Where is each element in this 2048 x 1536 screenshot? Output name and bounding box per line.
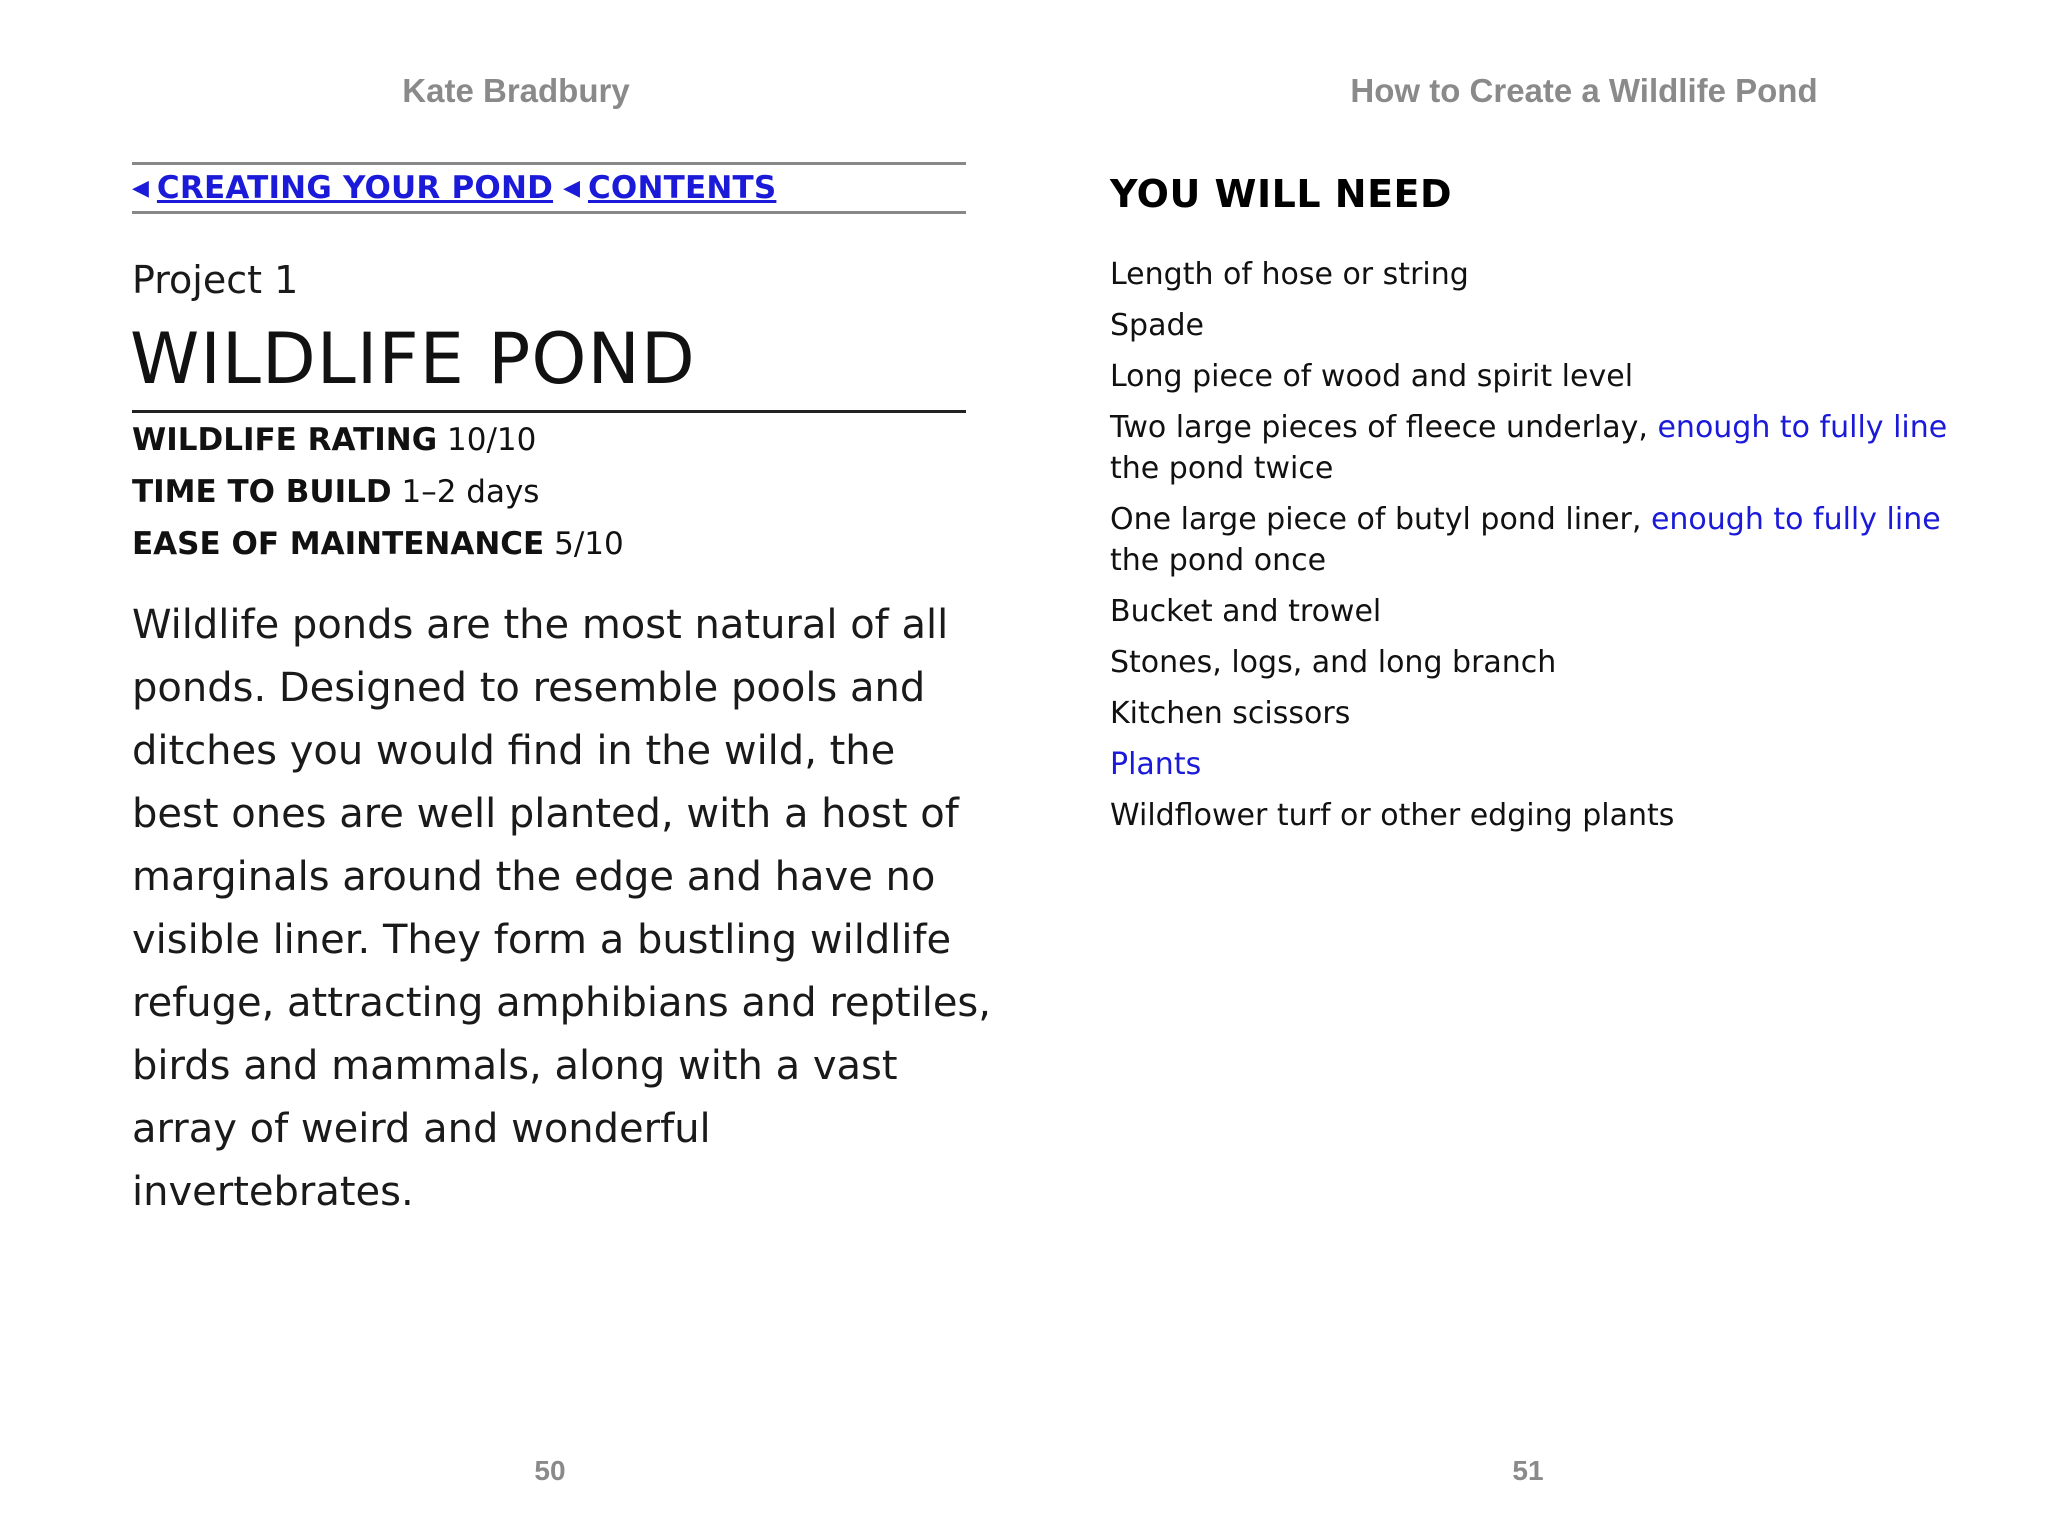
- rating-value: 1–2 days: [401, 474, 540, 510]
- navigation-bar: [132, 162, 966, 214]
- item-text: Wildflower turf or other edging plants: [1110, 798, 1675, 833]
- list-item: [1110, 254, 1970, 295]
- page-number: 51: [1512, 1455, 1544, 1486]
- materials-list: [1110, 254, 1970, 846]
- title-divider: [132, 410, 966, 413]
- rating-row: [132, 466, 624, 518]
- rating-row: [132, 518, 624, 570]
- list-item: [1110, 693, 1970, 734]
- plants-link[interactable]: Plants: [1110, 747, 1202, 782]
- item-text: Two large pieces of fleece underlay,: [1110, 410, 1658, 445]
- item-text-tail: the pond once: [1110, 543, 1327, 578]
- item-text: Bucket and trowel: [1110, 594, 1382, 629]
- list-item: [1110, 305, 1970, 346]
- running-head-book-title: How to Create a Wildlife Pond: [1350, 72, 1818, 109]
- rating-value: 10/10: [447, 422, 537, 458]
- page-number: 50: [534, 1455, 566, 1486]
- rating-label: WILDLIFE RATING: [132, 422, 438, 458]
- item-text: Length of hose or string: [1110, 257, 1469, 292]
- item-text-tail: the pond twice: [1110, 451, 1334, 486]
- rating-label: TIME TO BUILD: [132, 474, 392, 510]
- running-head-author: Kate Bradbury: [402, 72, 630, 109]
- rating-label: EASE OF MAINTENANCE: [132, 526, 545, 562]
- ratings-block: [132, 414, 624, 570]
- list-item: [1110, 407, 1970, 489]
- item-text: Long piece of wood and spirit level: [1110, 359, 1634, 394]
- item-text: Stones, logs, and long branch: [1110, 645, 1557, 680]
- back-arrow-icon: ◀: [563, 175, 580, 201]
- list-item: [1110, 356, 1970, 397]
- right-page: [1024, 0, 2048, 1536]
- section-heading: YOU WILL NEED: [1110, 172, 1453, 216]
- list-item: [1110, 591, 1970, 632]
- page-title: WILDLIFE POND: [130, 318, 696, 400]
- project-label: Project 1: [132, 258, 299, 302]
- enough-to-fully-line-link[interactable]: enough to fully line: [1657, 410, 1948, 445]
- contents-link[interactable]: CONTENTS: [587, 170, 777, 206]
- list-item: [1110, 795, 1970, 836]
- back-arrow-icon: ◀: [132, 175, 149, 201]
- list-item: [1110, 744, 1970, 785]
- list-item: [1110, 642, 1970, 683]
- rating-value: 5/10: [554, 526, 624, 562]
- list-item: [1110, 499, 1970, 581]
- item-text: Kitchen scissors: [1110, 696, 1351, 731]
- rating-row: [132, 414, 624, 466]
- intro-paragraph: Wildlife ponds are the most natural of all ponds. Designed to resemble pools and ditches you would find in the wild, the best ones are well planted, with a host of marginals around the edge and have no visible liner. They form a bustling wildlife refuge, attracting amphibians and reptiles, birds and mammals, along with a vast array of weird and wonderful invertebrates.: [132, 602, 991, 1215]
- enough-to-fully-line-link[interactable]: enough to fully line: [1650, 502, 1941, 537]
- item-text: Spade: [1110, 308, 1204, 343]
- creating-your-pond-link[interactable]: CREATING YOUR POND: [156, 170, 554, 206]
- item-text: One large piece of butyl pond liner,: [1110, 502, 1651, 537]
